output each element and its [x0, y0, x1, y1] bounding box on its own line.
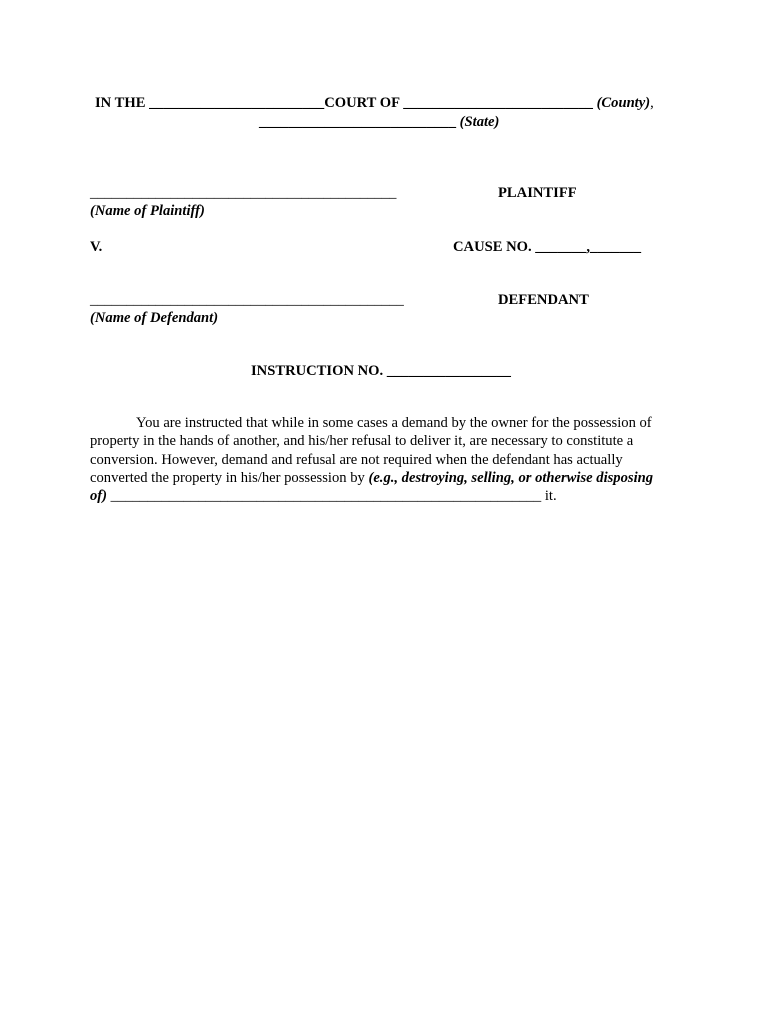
cause-number[interactable]: CAUSE NO. _______,_______	[453, 239, 642, 255]
defendant-role-label: DEFENDANT	[498, 292, 589, 308]
instruction-title[interactable]: INSTRUCTION NO. _________________	[251, 363, 511, 379]
court-name-blank[interactable]: ________________________	[149, 95, 325, 111]
body-line-end: it.	[541, 488, 557, 505]
examples-text: (e.g., destroying, selling, or otherwise disposing	[368, 469, 654, 486]
county-blank[interactable]: __________________________	[403, 95, 593, 111]
county-label: (County)	[596, 95, 651, 111]
court-of-label: COURT OF	[324, 95, 400, 111]
plaintiff-name-blank[interactable]: __________________________________________	[90, 185, 397, 201]
versus-label: V.	[90, 239, 103, 255]
plaintiff-name-label: (Name of Plaintiff)	[90, 203, 205, 219]
state-label: (State)	[459, 114, 500, 130]
state-caption-line	[259, 113, 499, 131]
body-line: conversion. However, demand and refusal are not required when the defendant has actually	[90, 451, 623, 468]
state-blank[interactable]: ___________________________	[259, 114, 457, 130]
body-line-text: converted the property in his/her possession by	[90, 469, 369, 486]
method-blank[interactable]: ___________________________________________________________	[107, 488, 542, 505]
body-line: property in the hands of another, and his/her refusal to deliver it, are necessary to constitute a	[90, 433, 634, 450]
instruction-body	[90, 414, 678, 505]
body-line: You are instructed that while in some cases a demand by the owner for the possession of	[136, 415, 652, 431]
defendant-name-label: (Name of Defendant)	[90, 310, 219, 326]
in-the-label: IN THE	[95, 95, 146, 111]
body-line	[90, 469, 678, 487]
defendant-name-blank[interactable]: ___________________________________________	[90, 292, 404, 308]
examples-text-end: of)	[90, 488, 108, 505]
plaintiff-role-label: PLAINTIFF	[498, 185, 577, 201]
court-caption-line	[95, 94, 654, 112]
body-line	[90, 487, 678, 505]
caption-comma: ,	[650, 95, 654, 111]
